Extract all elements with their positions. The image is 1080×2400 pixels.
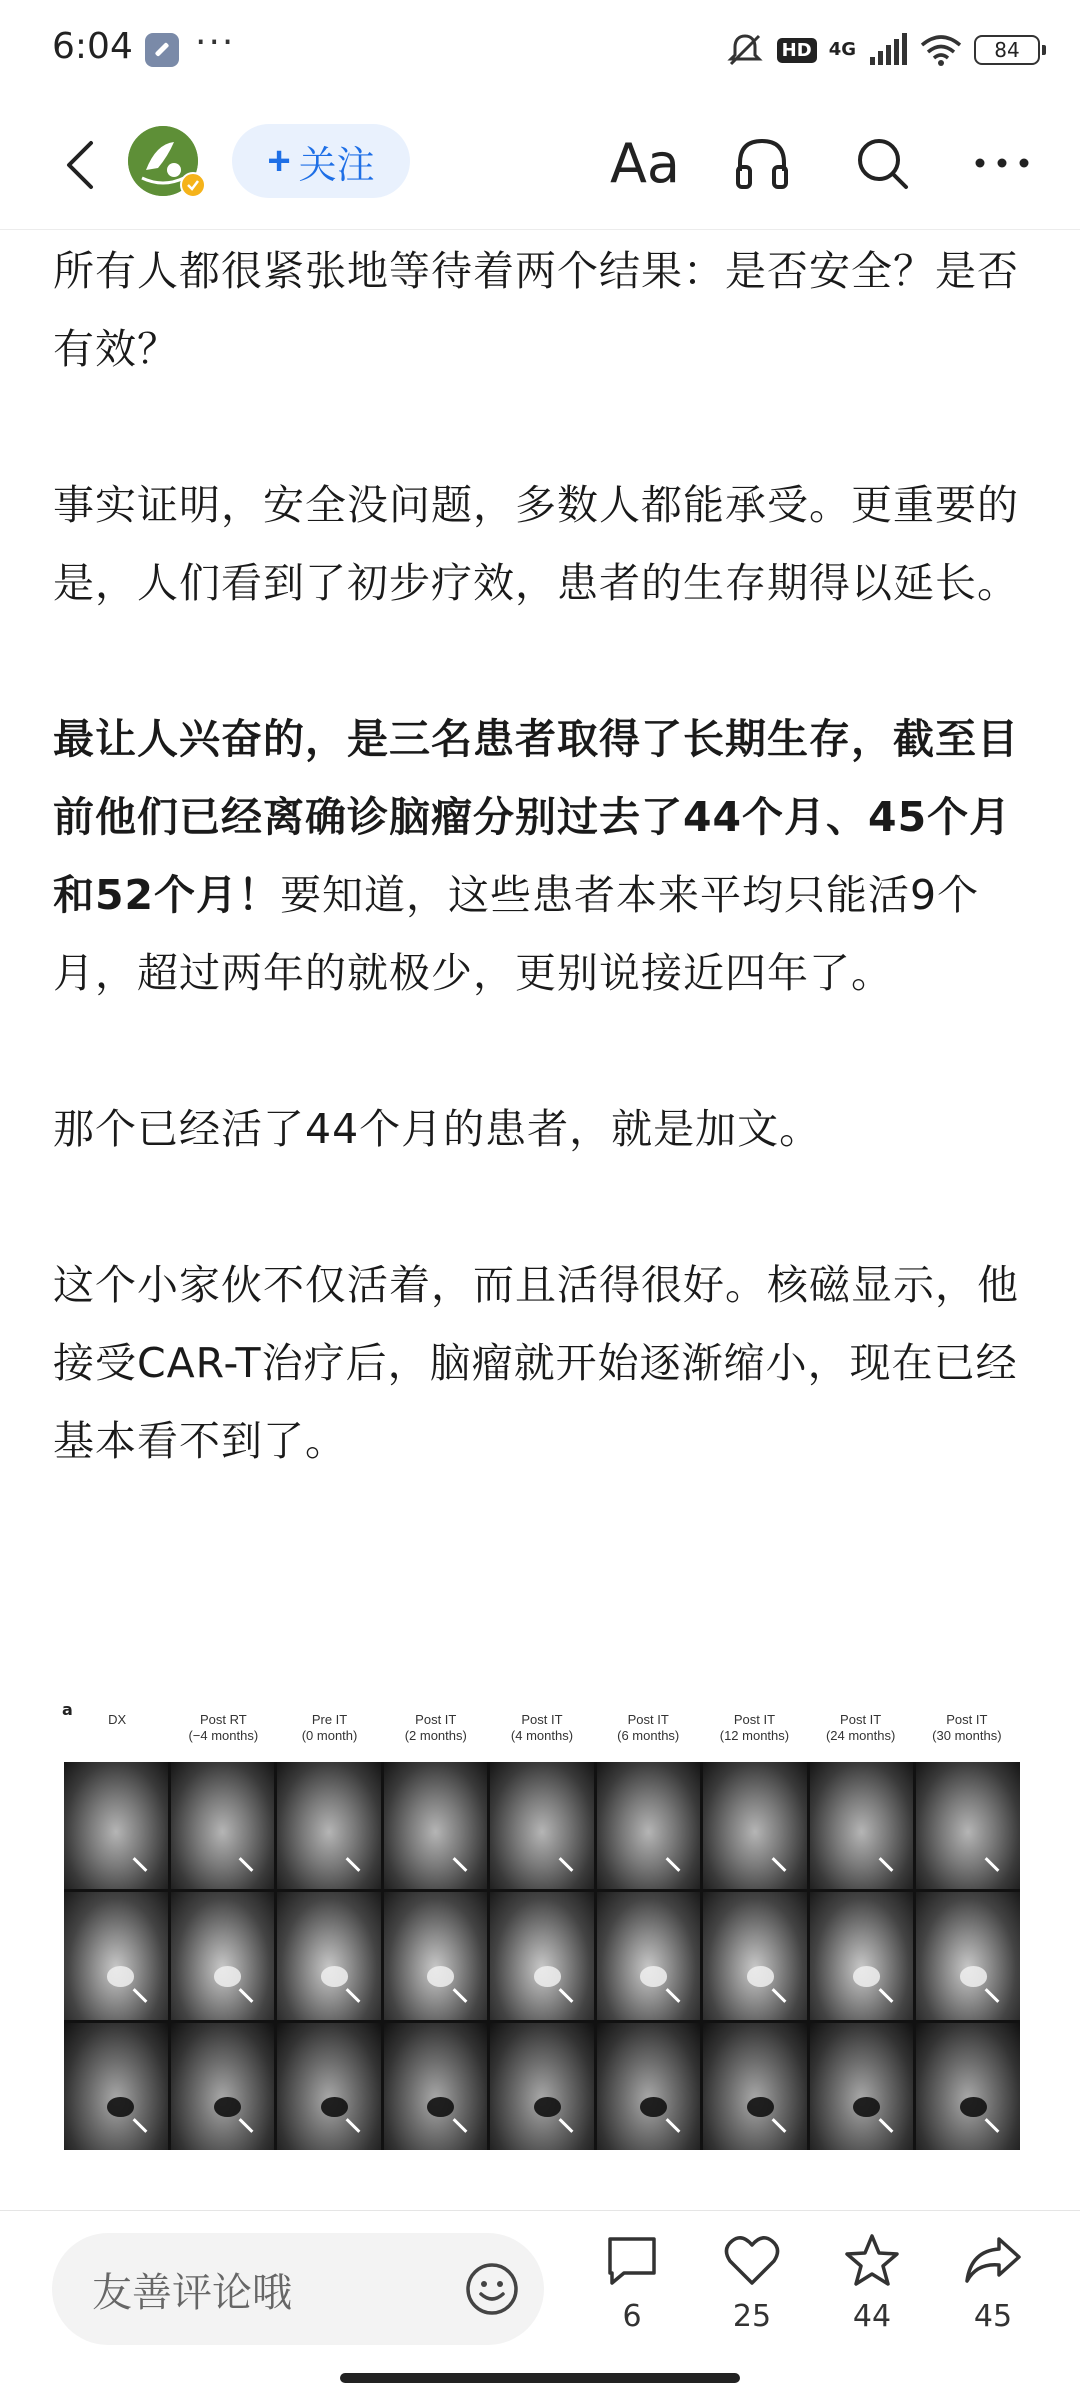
mri-scan-image	[384, 2023, 488, 2150]
tumor-region	[960, 2097, 987, 2117]
mri-scan-image	[171, 2023, 275, 2150]
annotation-arrow-icon	[878, 2118, 893, 2133]
tumor-region	[853, 1966, 880, 1986]
mri-scan-image	[64, 2023, 168, 2150]
annotation-arrow-icon	[132, 1988, 147, 2003]
mri-scan-grid	[64, 1762, 1020, 2150]
comment-input[interactable]	[52, 2233, 544, 2345]
annotation-arrow-icon	[985, 2118, 1000, 2133]
annotation-arrow-icon	[878, 1988, 893, 2003]
figure-column-header: Pre IT (0 month)	[301, 1712, 358, 1743]
favorite-count: 44	[852, 2299, 892, 2334]
mri-scan-image	[171, 1762, 275, 1889]
annotation-arrow-icon	[239, 2118, 254, 2133]
annotation-arrow-icon	[239, 1857, 254, 1872]
tumor-region	[960, 1966, 987, 1986]
favorite-button[interactable]	[827, 2231, 917, 2361]
annotation-arrow-icon	[665, 1857, 680, 1872]
mri-scan-image	[916, 1892, 1020, 2019]
like-button[interactable]	[707, 2231, 797, 2361]
mri-scan-image	[490, 1892, 594, 2019]
article-body	[53, 232, 1033, 1480]
tumor-region	[107, 1966, 134, 1986]
follow-button[interactable]	[232, 124, 410, 198]
figure-column-header: Post IT (12 months)	[719, 1712, 790, 1743]
tumor-region	[747, 2097, 774, 2117]
annotation-arrow-icon	[559, 2118, 574, 2133]
annotation-arrow-icon	[452, 1857, 467, 1872]
network-type: 4G	[828, 39, 856, 60]
annotation-arrow-icon	[985, 1988, 1000, 2003]
mri-scan-image	[64, 1892, 168, 2019]
annotation-arrow-icon	[772, 1988, 787, 2003]
status-time: 6:04	[52, 26, 133, 67]
mri-scan-image	[277, 2023, 381, 2150]
annotation-arrow-icon	[452, 1988, 467, 2003]
annotation-arrow-icon	[452, 2118, 467, 2133]
status-indicators	[725, 28, 1040, 72]
wrench-icon	[145, 33, 179, 67]
battery-icon	[974, 35, 1040, 65]
annotation-arrow-icon	[132, 2118, 147, 2133]
mri-scan-image	[171, 1892, 275, 2019]
article-highlight: 最让人兴奋的，是三名患者取得了长期生存，截至目前他们已经离确诊脑瘤分别过去了44个月、45个月和52个月！	[53, 715, 1019, 919]
mri-scan-image	[490, 2023, 594, 2150]
tumor-region	[321, 2097, 348, 2117]
annotation-arrow-icon	[346, 1988, 361, 2003]
search-button[interactable]	[842, 128, 922, 198]
mri-scan-image	[810, 1892, 914, 2019]
tumor-region	[427, 1966, 454, 1986]
annotation-arrow-icon	[559, 1857, 574, 1872]
figure-column-header: Post IT (2 months)	[404, 1712, 467, 1743]
mri-scan-image	[597, 1892, 701, 2019]
comment-count: 6	[622, 2299, 642, 2334]
tumor-region	[853, 2097, 880, 2117]
tumor-region	[107, 2097, 134, 2117]
annotation-arrow-icon	[985, 1857, 1000, 1872]
follow-label: 关注	[298, 144, 375, 187]
back-button[interactable]	[50, 130, 110, 200]
wifi-icon	[920, 33, 962, 67]
status-more-dots: ···	[195, 22, 236, 63]
annotation-arrow-icon	[665, 2118, 680, 2133]
tumor-region	[534, 2097, 561, 2117]
article-paragraph	[53, 700, 1033, 1012]
article-paragraph: 那个已经活了44个月的患者，就是加文。	[53, 1105, 822, 1153]
mri-scan-image	[810, 1762, 914, 1889]
mri-scan-image	[916, 1762, 1020, 1889]
tumor-region	[534, 1966, 561, 1986]
emoji-icon[interactable]	[464, 2261, 520, 2317]
mri-scan-image	[810, 2023, 914, 2150]
annotation-arrow-icon	[239, 1988, 254, 2003]
more-button[interactable]	[962, 128, 1042, 198]
share-arrow-icon	[963, 2231, 1023, 2291]
font-size-button[interactable]	[605, 128, 685, 198]
mri-scan-image	[703, 1892, 807, 2019]
tumor-region	[214, 1966, 241, 1986]
follow-plus-icon: +	[267, 138, 291, 183]
figure-column-header: Post IT (6 months)	[617, 1712, 680, 1743]
back-arrow-icon	[63, 139, 97, 191]
tumor-region	[427, 2097, 454, 2117]
search-icon	[852, 133, 912, 193]
figure-column-header: DX	[108, 1712, 127, 1727]
more-icon	[972, 153, 1032, 173]
tumor-region	[321, 1966, 348, 1986]
tumor-region	[640, 2097, 667, 2117]
annotation-arrow-icon	[346, 1857, 361, 1872]
annotation-arrow-icon	[132, 1857, 147, 1872]
article-paragraph: 所有人都很紧张地等待着两个结果：是否安全？是否有效？	[53, 247, 1019, 373]
headphone-icon	[732, 133, 792, 193]
bottom-action-bar	[0, 2210, 1080, 2400]
mri-scan-image	[64, 1762, 168, 1889]
status-bar	[0, 0, 1080, 100]
heart-icon	[722, 2231, 782, 2291]
article-paragraph: 这个小家伙不仅活着，而且活得很好。核磁显示，他接受CAR-T治疗后，脑瘤就开始逐渐缩小，现在已经基本看不到了。	[53, 1261, 1019, 1465]
listen-button[interactable]	[722, 128, 802, 198]
author-avatar[interactable]	[128, 126, 198, 196]
share-count: 45	[973, 2299, 1013, 2334]
home-indicator[interactable]	[340, 2373, 740, 2383]
annotation-arrow-icon	[559, 1988, 574, 2003]
tumor-region	[640, 1966, 667, 1986]
annotation-arrow-icon	[772, 2118, 787, 2133]
figure-column-header: Post IT (30 months)	[932, 1712, 1002, 1743]
figure-column-header: Post IT (4 months)	[510, 1712, 574, 1743]
figure-column-headers	[64, 1712, 1020, 1758]
mri-scan-image	[597, 2023, 701, 2150]
annotation-arrow-icon	[346, 2118, 361, 2133]
annotation-arrow-icon	[772, 1857, 787, 1872]
font-size-label: Aa	[609, 131, 681, 195]
comment-placeholder: 友善评论哦	[92, 2269, 292, 2316]
comment-icon	[602, 2231, 662, 2291]
signal-icon	[868, 33, 908, 67]
verified-badge-icon	[180, 172, 206, 198]
article-text: 要知道，这些患者本来平均只能活9个月，超过两年的就极少，更别说接近四年了。	[53, 871, 980, 997]
mri-scan-image	[277, 1762, 381, 1889]
star-icon	[842, 2231, 902, 2291]
mri-figure[interactable]	[60, 1700, 1020, 2150]
mri-scan-image	[597, 1762, 701, 1889]
mri-scan-image	[490, 1762, 594, 1889]
mute-vibrate-icon	[725, 30, 765, 70]
hd-badge: HD	[777, 38, 817, 63]
share-button[interactable]	[948, 2231, 1038, 2361]
annotation-arrow-icon	[878, 1857, 893, 1872]
mri-scan-image	[703, 1762, 807, 1889]
figure-panel-label: a	[62, 1700, 73, 1719]
figure-caption-clipped	[0, 2196, 1080, 2210]
like-count: 25	[732, 2299, 772, 2334]
tumor-region	[214, 2097, 241, 2117]
mri-scan-image	[703, 2023, 807, 2150]
battery-level: 84	[994, 38, 1020, 62]
mri-scan-image	[384, 1892, 488, 2019]
article-paragraph: 事实证明，安全没问题，多数人都能承受。更重要的是，人们看到了初步疗效，患者的生存期得以延长。	[53, 481, 1019, 607]
annotation-arrow-icon	[665, 1988, 680, 2003]
comment-button[interactable]	[587, 2231, 677, 2361]
figure-column-header: Post IT (24 months)	[825, 1712, 896, 1743]
tumor-region	[747, 1966, 774, 1986]
mri-scan-image	[384, 1762, 488, 1889]
figure-column-header: Post RT (−4 months)	[188, 1712, 259, 1743]
article-nav-bar	[0, 100, 1080, 230]
mri-scan-image	[277, 1892, 381, 2019]
mri-scan-image	[916, 2023, 1020, 2150]
